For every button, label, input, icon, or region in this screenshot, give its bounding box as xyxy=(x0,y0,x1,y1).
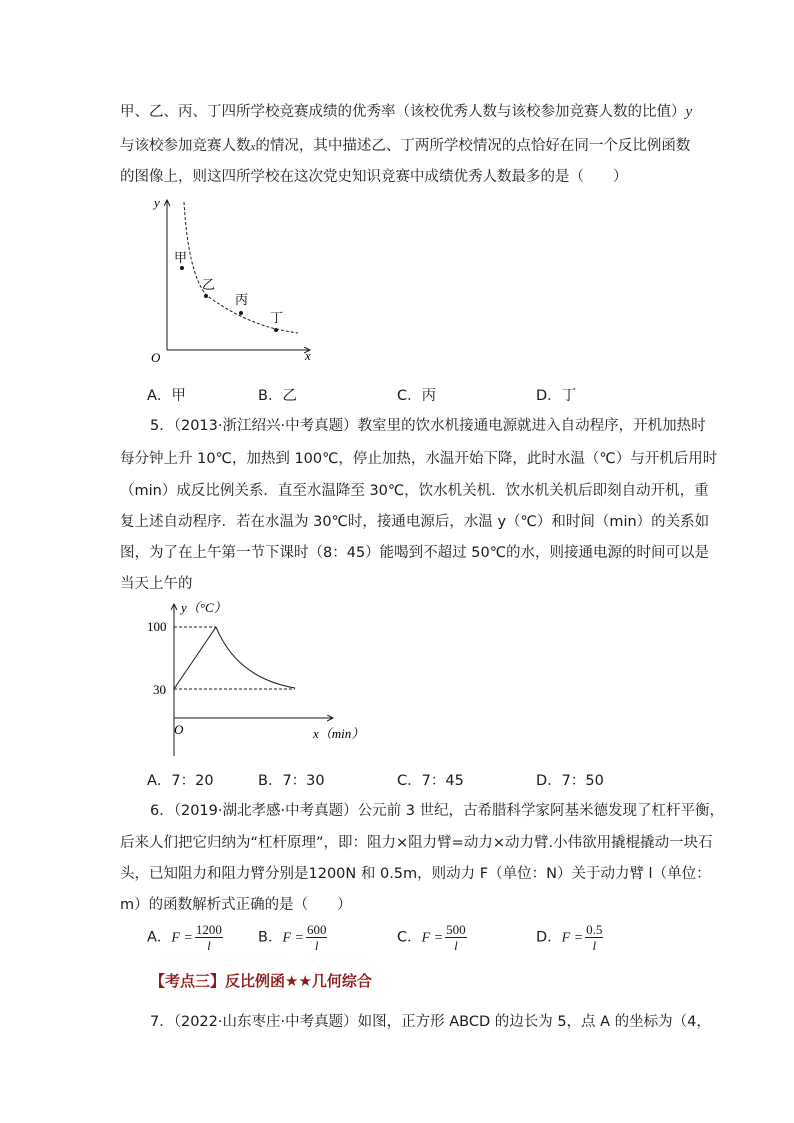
q4-point-ding xyxy=(274,328,278,332)
q6-option-c[interactable]: C．F = $\frac{500}{l}$ xyxy=(397,922,466,953)
q5-option-a[interactable]: A．7：20 xyxy=(147,773,214,789)
q5-text-line-6: 当天上午的 xyxy=(120,576,193,592)
q5-graph xyxy=(145,596,385,761)
q4-y-label: y xyxy=(154,195,160,210)
var-y: y xyxy=(685,104,693,120)
q4-graph xyxy=(140,192,330,367)
q4-label-bing: 丙 xyxy=(235,293,249,308)
q4-label-jia: 甲 xyxy=(174,251,188,266)
section-heading-3: 【考点三】反比例函★★几何综合 xyxy=(150,972,372,990)
q5-x-label: x（min） xyxy=(313,726,365,741)
q4-option-c[interactable]: C．丙 xyxy=(397,388,437,404)
q7-text-line-1: 7．（2022·山东枣庄·中考真题）如图，正方形 ABCD 的边长为 5，点 A 的坐标为（4， xyxy=(150,1014,711,1030)
q6-text-line-4: m）的函数解析式正确的是（ ） xyxy=(120,897,352,913)
q5-text-line-4: 复上述自动程序．若在水温为 30℃时，接通电源后，水温 y（℃）和时间（min）的关系如 xyxy=(120,514,710,530)
q5-tick-100: 100 xyxy=(147,619,167,634)
q5-cooling-curve xyxy=(216,627,295,688)
q4-option-d[interactable]: D．丁 xyxy=(536,388,577,404)
q4-text-line-2: 与该校参加竞赛人数x的情况，其中描述乙、丁两所学校情况的点恰好在同一个反比例函数 xyxy=(120,138,691,154)
q4-text-line-3: 的图像上，则这四所学校在这次党史知识竞赛中成绩优秀人数最多的是（ ） xyxy=(120,169,628,185)
q4-point-yi xyxy=(204,294,208,298)
q6-option-b[interactable]: B．F = $\frac{600}{l}$ xyxy=(258,922,327,953)
q6-option-d[interactable]: D．F = $\frac{0.5}{l}$ xyxy=(536,922,603,953)
fraction: $\frac{600}{l}$ xyxy=(306,922,327,953)
q4-label-ding: 丁 xyxy=(270,311,284,326)
q5-origin: O xyxy=(174,722,184,737)
fraction: $\frac{1200}{l}$ xyxy=(195,922,222,953)
q4-point-bing xyxy=(239,311,243,315)
q5-y-label: y（°C） xyxy=(181,600,227,615)
q6-text-line-2: 后来人们把它归纳为“杠杆原理”，即：阻力×阻力臂=动力×动力臂.小伟欲用撬棍撬动一块石 xyxy=(120,835,713,851)
q5-text-line-5: 图，为了在上午第一节下课时（8：45）能喝到不超过 50℃的水，则接通电源的时间可以是 xyxy=(120,545,710,561)
q4-label-yi: 乙 xyxy=(202,278,216,293)
q5-text-line-3: （min）成反比例关系．直至水温降至 30℃，饮水机关机．饮水机关机后即刻自动开机，重 xyxy=(120,483,709,499)
q5-text-line-1: 5．（2013·浙江绍兴·中考真题）教室里的饮水机接通电源就进入自动程序，开机加热时 xyxy=(150,418,706,434)
fraction: $\frac{500}{l}$ xyxy=(446,922,466,953)
q6-text-line-1: 6．（2019·湖北孝感·中考真题）公元前 3 世纪，古希腊科学家阿基米德发现了杠杆平衡， xyxy=(150,803,725,819)
q4-option-a[interactable]: A．甲 xyxy=(147,388,186,404)
q5-option-d[interactable]: D．7：50 xyxy=(536,773,604,789)
q5-text-line-2: 每分钟上升 10℃，加热到 100℃，停止加热，水温开始下降，此时水温（℃）与开机后用时 xyxy=(120,451,718,467)
q5-option-b[interactable]: B．7：30 xyxy=(258,773,325,789)
q5-option-c[interactable]: C．7：45 xyxy=(397,773,464,789)
q4-text-line-1: 甲、乙、丙、丁四所学校竞赛成绩的优秀率（该校优秀人数与该校参加竞赛人数的比值）y xyxy=(120,104,693,120)
q4-option-b[interactable]: B．乙 xyxy=(258,388,297,404)
q5-tick-30: 30 xyxy=(153,682,166,697)
q4-point-jia xyxy=(180,266,184,270)
q4-x-label: x xyxy=(305,348,311,363)
q6-text-line-3: 头，已知阻力和阻力臂分别是1200N 和 0.5m，则动力 F（单位：N）关于动力臂 l（单位： xyxy=(120,866,711,882)
var-x: x xyxy=(250,141,256,153)
q6-option-a[interactable]: A．F = $\frac{1200}{l}$ xyxy=(147,922,222,953)
q4-origin: O xyxy=(151,350,161,365)
q5-heating-line xyxy=(174,627,216,689)
fraction: $\frac{0.5}{l}$ xyxy=(586,922,603,953)
